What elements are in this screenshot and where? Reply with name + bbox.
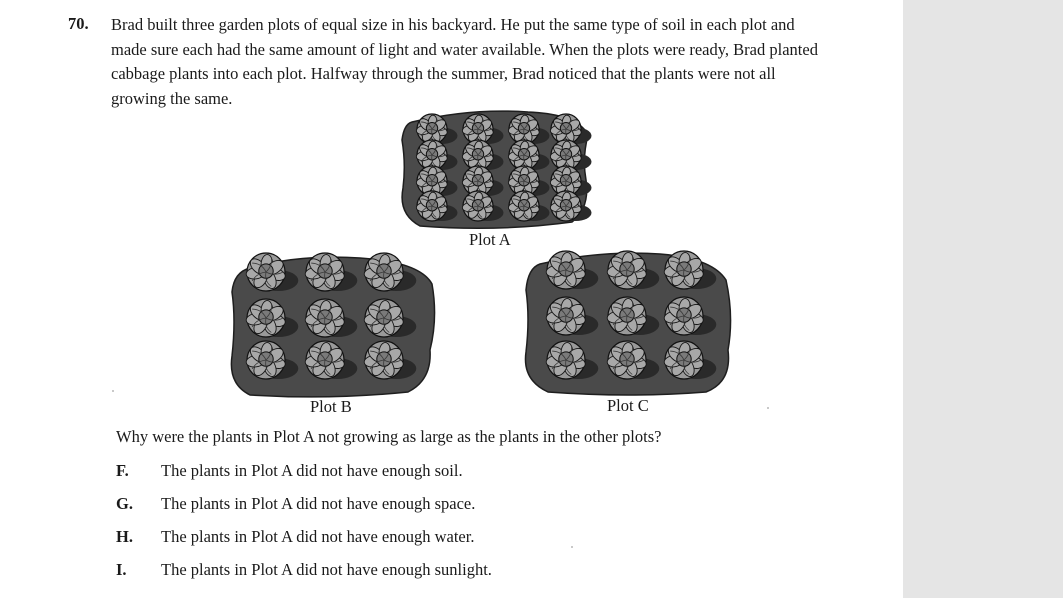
plot-b-illustration: [231, 253, 434, 397]
plot-c-illustration: [525, 251, 730, 395]
plot-a-illustration: [402, 111, 592, 228]
choice-letter: F.: [116, 461, 129, 480]
choice-letter: H.: [116, 527, 133, 546]
cabbage-plant: [550, 114, 592, 144]
scan-speck: [571, 546, 573, 548]
stem-line: cabbage plants into each plot. Halfway through the summer, Brad noticed that the plants were not all: [111, 64, 776, 83]
choice-text: The plants in Plot A did not have enough sunlight.: [161, 560, 492, 579]
plot-b-label: Plot B: [310, 397, 352, 416]
question-number: 70.: [68, 14, 89, 33]
plot-c-label: Plot C: [607, 396, 649, 415]
plot-a-label: Plot A: [469, 230, 511, 249]
scan-speck: [112, 390, 114, 392]
stem-line: Brad built three garden plots of equal size in his backyard. He put the same type of soil in each plot and: [111, 15, 795, 34]
choice-letter: I.: [116, 560, 127, 579]
question-prompt: Why were the plants in Plot A not growing as large as the plants in the other plots?: [116, 427, 662, 446]
choice-text: The plants in Plot A did not have enough soil.: [161, 461, 463, 480]
choice-text: The plants in Plot A did not have enough water.: [161, 527, 475, 546]
stem-line: growing the same.: [111, 88, 233, 108]
stem-line: made sure each had the same amount of light and water available. When the plots were ready, Brad planted: [111, 39, 818, 59]
side-panel: [903, 0, 1063, 598]
choice-letter: G.: [116, 494, 133, 513]
choice-text: The plants in Plot A did not have enough space.: [161, 494, 476, 513]
scan-speck: [767, 407, 769, 409]
